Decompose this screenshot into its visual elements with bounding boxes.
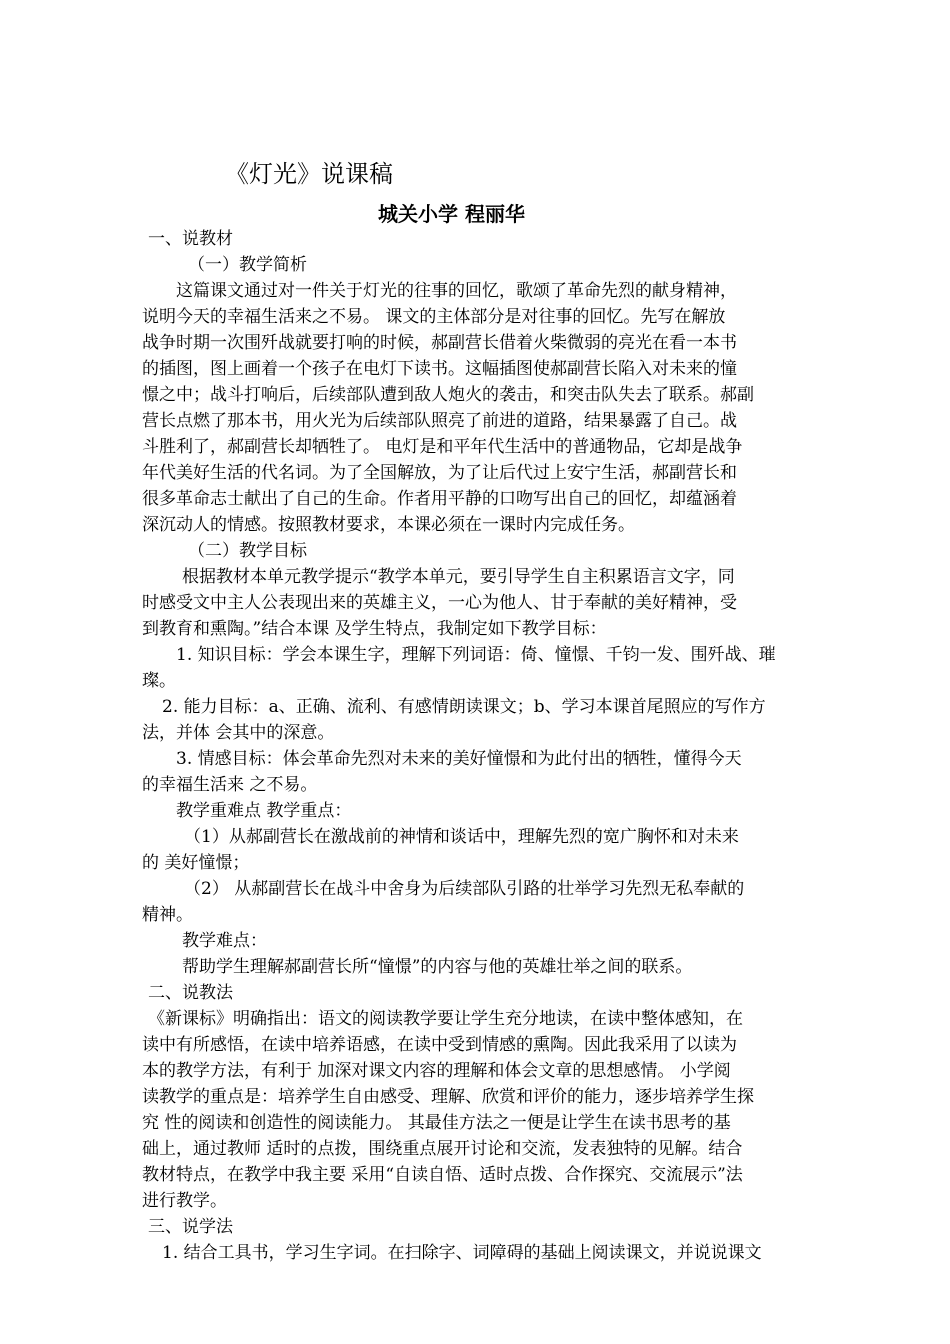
text-line: 很多革命志士献出了自己的生命。作者用平静的口吻写出自己的回忆，却蕴涵着	[142, 489, 737, 509]
text-line: 精神。	[142, 905, 193, 925]
text-line: 本的教学方法，有利于 加深对课文内容的理解和体会文章的思想感情。 小学阅	[142, 1061, 731, 1081]
text-line: 教学难点：	[182, 931, 267, 951]
text-line: 进行教学。	[142, 1191, 227, 1211]
text-line: 教学重难点 教学重点：	[176, 801, 352, 821]
text-line: 读教学的重点是：培养学生自由感受、理解、欣赏和评价的能力，逐步培养学生探	[142, 1087, 754, 1107]
text-line: 战争时期一次围歼战就要打响的时候，郝副营长借着火柴微弱的亮光在看一本书	[142, 333, 737, 353]
text-line: 的插图，图上画着一个孩子在电灯下读书。这幅插图使郝副营长陷入对未来的憧	[142, 359, 737, 379]
text-line: （二）教学目标	[188, 541, 307, 561]
text-line: 1. 结合工具书，学习生字词。在扫除字、词障碍的基础上阅读课文，并说说课文	[162, 1243, 762, 1263]
text-line: （2） 从郝副营长在战斗中舍身为后续部队引路的壮举学习先烈无私奉献的	[184, 879, 745, 899]
text-line: 2. 能力目标：a、正确、流利、有感情朗读课文；b、学习本课首尾照应的写作方	[162, 697, 766, 717]
text-line: 础上，通过教师 适时的点拨，围绕重点展开讨论和交流，发表独特的见解。结合	[142, 1139, 743, 1159]
document-title: 《灯光》说课稿	[225, 160, 393, 188]
text-line: 根据教材本单元教学提示“教学本单元，要引导学生自主积累语言文字，同	[182, 567, 735, 587]
text-line: 《新课标》明确指出：语文的阅读教学要让学生充分地读，在读中整体感知，在	[148, 1009, 743, 1029]
text-line: 年代美好生活的代名词。为了全国解放，为了让后代过上安宁生活，郝副营长和	[142, 463, 737, 483]
text-line: 到教育和熏陶。”结合本课 及学生特点，我制定如下教学目标：	[142, 619, 607, 639]
text-line: 说明今天的幸福生活来之不易。 课文的主体部分是对往事的回忆。先写在解放	[142, 307, 726, 327]
text-line: 深沉动人的情感。按照教材要求，本课必须在一课时内完成任务。	[142, 515, 635, 535]
text-line: 时感受文中主人公表现出来的英雄主义，一心为他人、甘于奉献的美好精神，受	[142, 593, 737, 613]
text-line: 的幸福生活来 之不易。	[142, 775, 318, 795]
text-line: 1. 知识目标：学会本课生字，理解下列词语：倚、憧憬、千钧一发、围歼战、璀	[176, 645, 776, 665]
text-line: 三、说学法	[148, 1217, 233, 1237]
text-line: 读中有所感悟，在读中培养语感，在读中受到情感的熏陶。因此我采用了以读为	[142, 1035, 737, 1055]
text-line: （1）从郝副营长在激战前的神情和谈话中，理解先烈的宽广胸怀和对未来	[184, 827, 739, 847]
text-line: 斗胜利了，郝副营长却牺牲了。 电灯是和平年代生活中的普通物品，它却是战争	[142, 437, 743, 457]
text-line: 二、说教法	[148, 983, 233, 1003]
text-line: 璨。	[142, 671, 176, 691]
text-line: 憬之中；战斗打响后，后续部队遭到敌人炮火的袭击，和突击队失去了联系。郝副	[142, 385, 754, 405]
document-body	[142, 226, 812, 1266]
text-line: 3. 情感目标：体会革命先烈对未来的美好憧憬和为此付出的牺牲，懂得今天	[176, 749, 742, 769]
text-line: 帮助学生理解郝副营长所“憧憬”的内容与他的英雄壮举之间的联系。	[182, 957, 693, 977]
text-line: 究 性的阅读和创造性的阅读能力。 其最佳方法之一便是让学生在读书思考的基	[142, 1113, 731, 1133]
text-line: 营长点燃了那本书，用火光为后续部队照亮了前进的道路，结果暴露了自己。战	[142, 411, 737, 431]
text-line: 法，并体 会其中的深意。	[142, 723, 335, 743]
text-line: 教材特点，在教学中我主要 采用“自读自悟、适时点拨、合作探究、交流展示”法	[142, 1165, 743, 1185]
text-line: 这篇课文通过对一件关于灯光的往事的回忆，歌颂了革命先烈的献身精神，	[176, 281, 737, 301]
text-line: （一）教学简析	[188, 255, 307, 275]
text-line: 一、说教材	[148, 229, 233, 249]
author-line: 城关小学 程丽华	[378, 202, 525, 226]
text-line: 的 美好憧憬；	[142, 853, 250, 873]
